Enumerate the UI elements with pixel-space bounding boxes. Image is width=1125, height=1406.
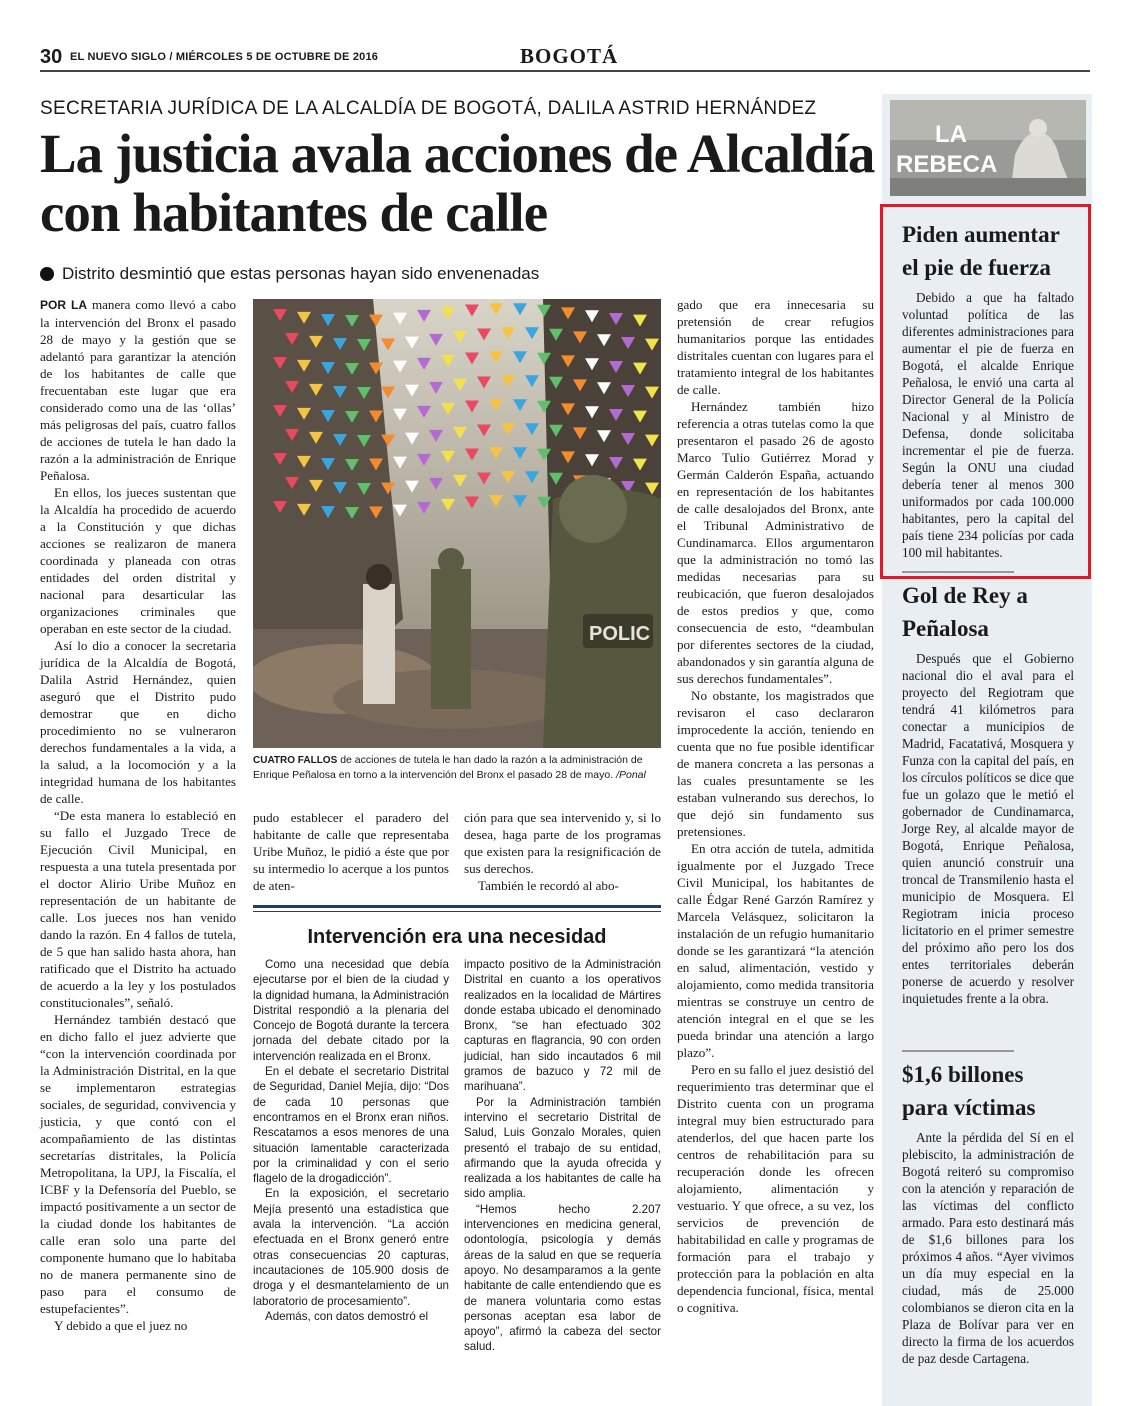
paragraph-text: manera como llevó a cabo la intervención del Bronx el pasado 28 de mayo y la gestión que se adelantó para garantizar la atención de los habitantes de calle que frecuentaban este lugar que era considerado como una de las ‘ollas’ más peligrosas del país, cuatro fallos de acciones de tutela le han dado la razón a la administración de Enrique Peñalosa.: [40, 297, 236, 483]
paragraph: En otra acción de tutela, admitida igualmente por el Juzgado Trece Civil Municipal, los habitantes de calle Édgar René Garzón Ramírez y Marcela Velásquez, solicitaron la instalación de un refugio humanitario donde se les garantizará “la atención en salud, alimentación, vestido y alojamiento, como medida transitoria mientras se construye un centro de atención integral en el que se les pueda brindar una atención a largo plazo”.: [677, 841, 874, 1060]
caption-lead: CUATRO FALLOS: [253, 755, 338, 766]
sidebar-divider: [902, 571, 1014, 573]
sidebar-item-text: [902, 289, 1074, 561]
logo-text-la: LA: [935, 121, 967, 148]
sidebar-item-text: [902, 650, 1074, 1007]
paragraph: Y debido a que el juez no: [54, 1318, 188, 1333]
photo-caption: [253, 753, 661, 782]
article-column-2: [253, 809, 449, 894]
sidebar-item-title: $1,6 billones para víctimas: [902, 1062, 1036, 1120]
article-photo: [253, 299, 661, 748]
article-column-4: [677, 296, 874, 1316]
paragraph: También le recordó al abo-: [478, 878, 619, 893]
article-headline: La justicia avala acciones de Alcaldía con habitantes de calle: [40, 123, 875, 243]
page-number: 30: [40, 46, 63, 68]
sidebar-item-title: Gol de Rey a Peñalosa: [902, 583, 1028, 641]
paragraph: Por la Administración también intervino el secretario Distrital de Salud, Luis Gonzalo Morales, quien presentó el trabajo de su entidad, afirmando que la ayuda ofrecida y realizada a los habitantes de calle ha sido amplia.: [464, 1095, 661, 1201]
rebeca-statue-image: [890, 100, 1086, 196]
sidebar-item-gol-de-rey: [902, 579, 1074, 1007]
paragraph: En ellos, los jueces sustentan que la Alcaldía ha procedido de acuerdo a la Constitución y que dichas acciones se realizaron de manera coordinada y planeada con otras entidades del orden distrital y nacional para desarticular las organizaciones criminales que operaban en este sector de la ciudad.: [40, 485, 236, 636]
paragraph: “De esta manera lo estableció en su fallo el Juzgado Trece de Ejecución Civil Municipal, en respuesta a una tutela presentada por el doctor Alirio Uribe Muñoz en representación de un habitante de calle. Los jueces nos han venido dando la razón. En 4 fallos de tutela, de 5 que han salido hasta ahora, han ratificado que el Distrito ha actuado de acuerdo a la ley y los postulados constitucionales”, señaló.: [40, 808, 236, 1010]
section-name: BOGOTÁ: [520, 44, 619, 68]
paragraph: impacto positivo de la Administración Distrital en cuanto a los operativos realizados en la localidad de Mártires donde estaba ubicado el denominado Bronx, “se han efectuado 302 capturas en flagrancia, 90 con orden judicial, han sido incautados 6 mil gramos de bazuco y 72 mil de marihuana”.: [464, 958, 661, 1094]
police-patch-text: POLIC: [589, 623, 651, 645]
paragraph: “Hemos hecho 2.207 intervenciones en medicina general, odontología, psicología y demás áreas de la salud en que se requería apoyo. No desamparamos a la gente habitante de calle entendiendo que es de manera voluntaria como estas personas aceptan esa labor de apoyo”, afirmó la cabeza del sector salud.: [464, 1202, 661, 1354]
sidebar-divider: [902, 1050, 1014, 1052]
paragraph: No obstante, los magistrados que revisaron el caso declararon improcedente la acción, teniendo en cuenta que no fue posible identificar de manera concreta a las personas a las cuales presuntamente se les estaban vulnerando sus derechos, lo que dejó sin fundamento sus pretensiones.: [677, 688, 874, 839]
paragraph: Así lo dio a conocer la secretaria jurídica de la Alcaldía de Bogotá, Dalila Astrid Hernández, quien aseguró que el Distrito pudo demostrar que en dicho procedimiento no se vulneraron derechos fundamentales a la vida, a la salud, a la locomoción y a la integridad humana de los habitantes de calle.: [40, 638, 236, 806]
paragraph: Ante la pérdida del Sí en el plebiscito, la administración de Bogotá reiteró su compromiso con la atención y reparación de las víctimas del conflicto armado. Para esto destinará más de $1,6 billones para los próximos 4 años. “Ayer vivimos un día muy especial en la ciudad, más de 25.000 colombianos se dieron cita en la Plaza de Bolívar para ver en directo la firma de los acuerdos de paz desde Cartagena.: [902, 1130, 1074, 1366]
sidebar-item-victimas: [902, 1058, 1074, 1367]
photo-credit: /Ponal: [616, 769, 646, 781]
box-top-rule: [253, 905, 661, 912]
box-column-2: [464, 957, 661, 1355]
paragraph: Hernández también destacó que en dicho fallo el juez advierte que “con la intervención coordinada por la Administración Distrital, en la que se implementaron estrategias sociales, de seguridad, convivencia y justicia, y que contó con el acompañamiento de las distintas secretarías distritales, la Policía Metropolitana, la UPJ, la Fiscalía, el ICBF y la Defensoría del Pueblo, se impactó positivamente a un sector de la ciudad donde los habitantes de calle eran solo una parte del componente humano que lo habitaba no de manera permanente sino de paso para el consumo de estupefacientes”.: [40, 1012, 236, 1316]
sidebar-item-text: [902, 1129, 1074, 1367]
article-subhead: [40, 264, 539, 284]
sidebar-item-pie-de-fuerza: [902, 218, 1074, 561]
paragraph: Debido a que ha faltado voluntad política de las diferentes administraciones para aumentar el pie de fuerza en Bogotá, el alcalde Enrique Peñalosa, le envió una carta al Director General de la Policía Nacional y al Ministro de Defensa, donde solicitaba incrementar el pie de fuerza. Según la ONU una ciudad debería tener al menos 300 uniformados por cada 100.000 habitantes, pero la capital del país tiene 234 policías por cada 100 mil habitantes.: [902, 290, 1074, 560]
paragraph: Además, con datos demostró el: [265, 1309, 429, 1323]
paragraph: Como una necesidad que debía ejecutarse por el bien de la ciudad y la dignidad humana, la Administración Distrital respondió a la plenaria del Concejo de Bogotá durante la tercera jornada del debate citado por la intervención realizada en el Bronx.: [253, 958, 449, 1063]
paragraph: gado que era innecesaria su pretensión de crear refugios humanitarios porque las entidades distritales cuentan con lugares para el tratamiento integral de los habitantes de calle.: [677, 297, 874, 397]
subhead-text: Distrito desmintió que estas personas hayan sido envenenadas: [62, 264, 540, 283]
paragraph: Hernández también hizo referencia a otras tutelas como la que presentaron el pasado 26 de agosto Marco Tulio Gutiérrez Morad y Germán Calderón España, actuando en representación de los habitantes de calle desalojados del Bronx, ante el Tribunal Administrativo de Cundinamarca. Ellos argumentaron que la administración no tomó las medidas necesarias para su reubicación, que fueron desalojados de estos predios y que, como consecuencia de esto, “deambulan por diferentes sectores de la ciudad, abandonados y sin garantía alguna de sus derechos fundamentales”.: [677, 399, 874, 686]
article-kicker: SECRETARIA JURÍDICA DE LA ALCALDÍA DE BOGOTÁ, DALILA ASTRID HERNÁNDEZ: [40, 98, 817, 119]
paragraph: Después que el Gobierno nacional dio el aval para el proyecto del Regiotram que tendrá 41 kilómetros para conectar a municipios de Madrid, Facatativá, Mosquera y Funza con la capital del país, en los círculos políticos se dice que fue un golazo que le metió el gobernador de Cundinamarca, Jorge Rey, al alcalde mayor de Bogotá, Enrique Peñalosa, quien anunció construir una troncal de Transmilenio hasta el municipio de Mosquera. El Regiotram inicia proceso licitatorio en el primer semestre del próximo año pero los dos entes territoriales deberán ponerse de acuerdo y resolver inquietudes frente a la obra.: [902, 651, 1074, 1006]
article-column-3: [464, 809, 661, 894]
logo-text-rebeca: REBECA: [896, 151, 998, 178]
la-rebeca-logo: [890, 100, 1086, 196]
paragraph: pudo establecer el paradero del habitante de calle que representaba Uribe Muñoz, le pidió a éste que por su intermedio lo acerque a los puntos de aten-: [253, 810, 449, 893]
bullet-icon: [40, 267, 54, 281]
sidebar-item-title: Piden aumentar el pie de fuerza: [902, 222, 1060, 280]
box-column-1: [253, 957, 449, 1324]
paragraph: En el debate el secretario Distrital de Seguridad, Daniel Mejía, dijo: “Dos de cada 10 personas que encontramos en el Bronx eran niños. Rescatamos a esos menores de una situación lamentable caracterizada por la criminalidad y con el serio flagelo de la drogadicción”.: [253, 1065, 449, 1186]
article-column-1: [40, 296, 236, 1334]
bronx-intervention-photo: [253, 299, 661, 748]
lead-paragraph: [40, 296, 236, 484]
paragraph: Pero en su fallo el juez desistió del requerimiento tras determinar que el Distrito cuenta con un programa integral muy bien estructurado para atenderlos, del que hacen parte los centros de rehabilitación para su recuperación donde les ofrecen alojamiento, alimentación y vestuario. Y que ofrece, a su vez, los servicios de prevención de habitabilidad en calle y programas de formación para el trabajo y protección para la población en alta dependencia funcional, física, mental o cognitiva.: [677, 1062, 874, 1315]
lead-caps: POR LA: [40, 298, 87, 312]
publication-info: EL NUEVO SIGLO / MIÉRCOLES 5 DE OCTUBRE DE 2016: [70, 51, 379, 63]
box-title: Intervención era una necesidad: [307, 926, 607, 948]
paragraph: En la exposición, el secretario Mejía presentó una estadística que avala la intervención. “La acción efectuada en el Bronx generó entre otras consecuencias 20 capturas, incautaciones de 105.900 dosis de droga y el desmantelamiento de un laboratorio de procesamiento”.: [253, 1187, 449, 1308]
caption-text: de acciones de tutela le han dado la razón a la administración de Enrique Peñalosa en torno a la intervención del Bronx el pasado 28 de mayo.: [253, 754, 643, 781]
paragraph: ción para que sea intervenido y, si lo desea, haga parte de los programas que existen para la resignificación de sus derechos.: [464, 810, 661, 876]
